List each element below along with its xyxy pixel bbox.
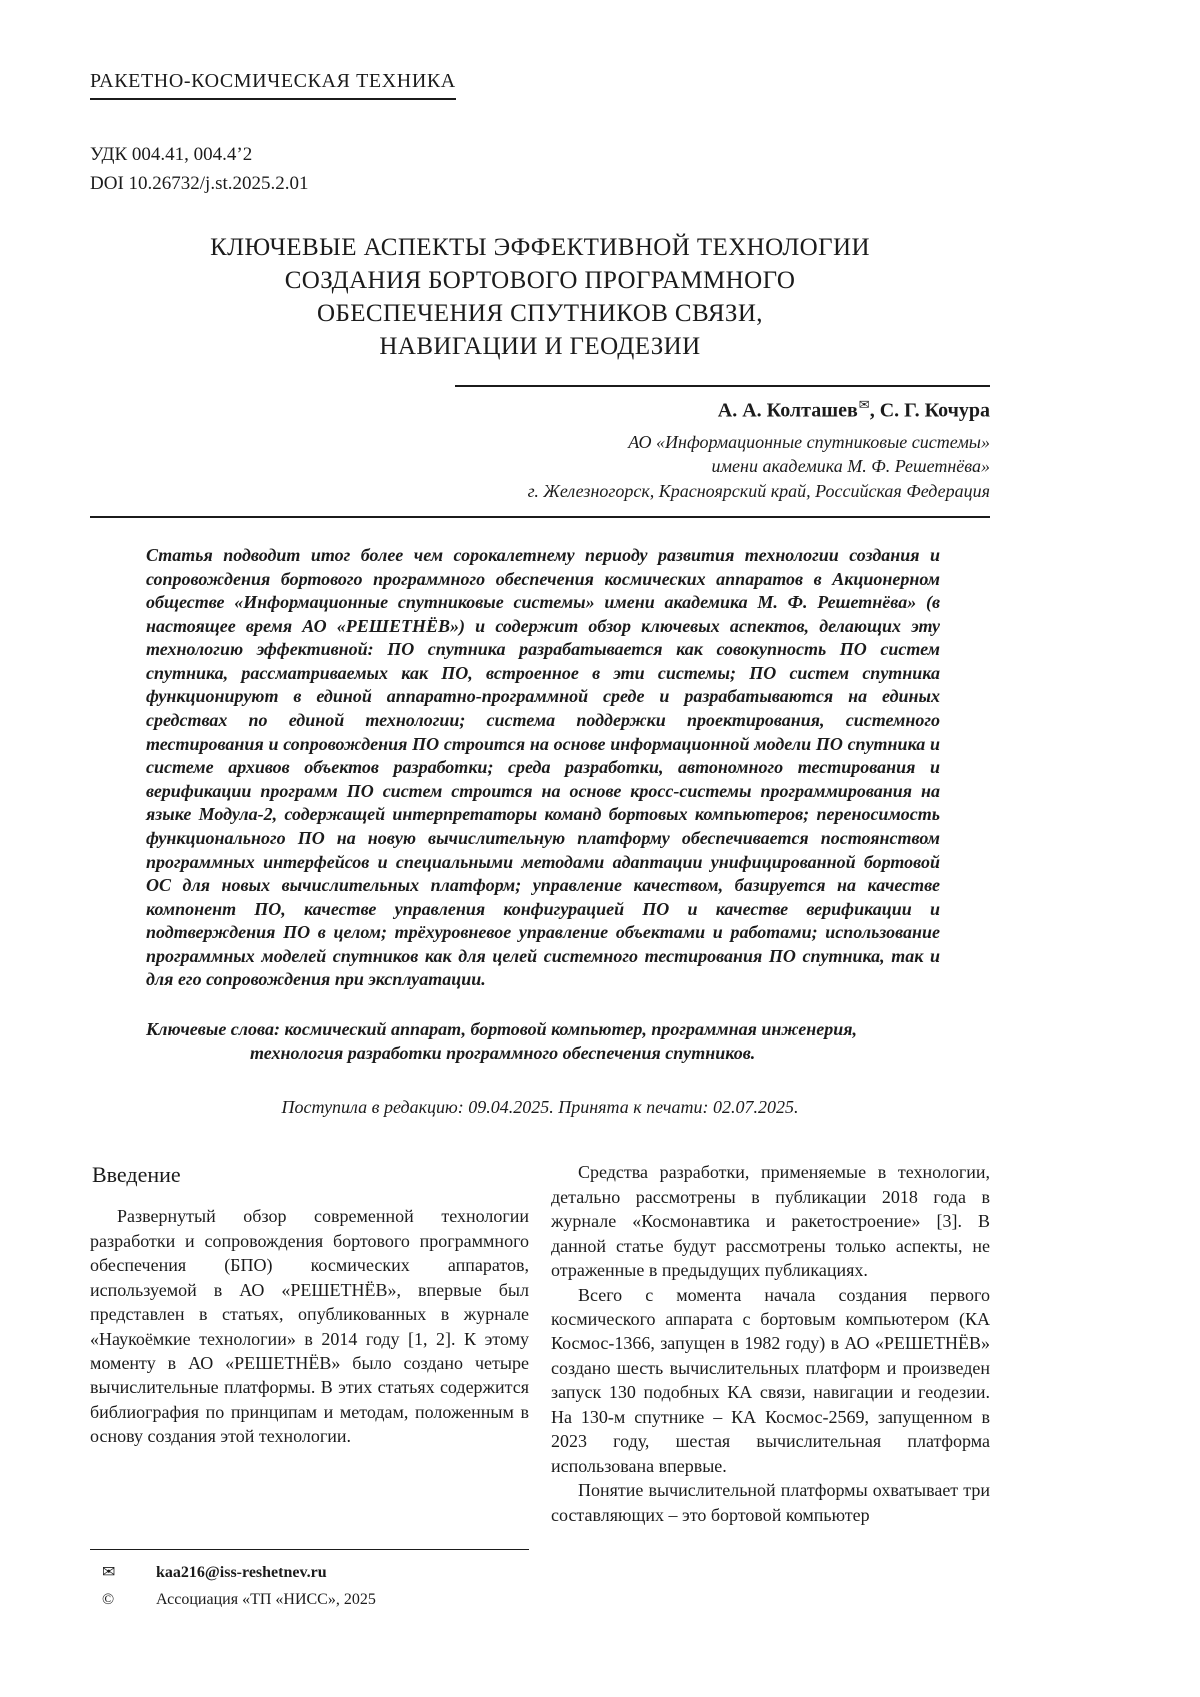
title-line: ОБЕСПЕЧЕНИЯ СПУТНИКОВ СВЯЗИ, xyxy=(317,299,763,327)
keywords-text: Ключевые слова: космический аппарат, бортовой компьютер, программная инженерия, технология разработки программного обеспечения спутников. xyxy=(146,1019,858,1063)
footnote-block xyxy=(90,1549,529,1609)
corresponding-email: kaa216@iss-reshetnev.ru xyxy=(156,1563,327,1581)
abstract-text: Статья подводит итог более чем сорокалетнему периоду развития технологии создания и сопровождения бортового программного обеспечения космических аппаратов в Акционерном обществе «Информационные спутниковые системы» имени академика М. Ф. Решетнёва» (в настоящее время АО «РЕШЕТНЁВ») и содержит обзор ключевых аспектов, делающих эту технологию эффективной: ПО спутника разрабатывается как совокупность ПО систем спутника, рассматриваемых как ПО, встроенное в эти системы; ПО систем спутника функционируют в единой аппаратно-программной среде и разрабатываются на единых средствах по единой технологии; система поддержки проектирования, системного тестирования и сопровождения ПО строится на основе информационной модели ПО спутника и системе архивов объектов разработки; среда разработки, автономного тестирования и верификации программ ПО систем строится на основе кросс-системы программирования на языке Модула-2, содержащей интерпретаторы команд бортовых компьютеров; переносимость функционального ПО на новую вычислительную платформу обеспечивается постоянством программных интерфейсов и специальными методами адаптации унифицированной бортовой ОС для новых вычислительных платформ; управление качеством, базируется на качестве компонент ПО, качестве управления конфигурацией ПО и качестве верификации и подтверждения ПО в целом; трёхуровневое управление объектами и работами; использование программных моделей спутников как для целей системного тестирования ПО спутника, так и для его сопровождения при эксплуатации. xyxy=(146,545,940,990)
title-line: СОЗДАНИЯ БОРТОВОГО ПРОГРАММНОГО xyxy=(284,266,796,294)
copyright-text: Ассоциация «ТП «НИСС», 2025 xyxy=(156,1590,376,1608)
title-line: КЛЮЧЕВЫЕ АСПЕКТЫ ЭФФЕКТИВНОЙ ТЕХНОЛОГИИ xyxy=(210,233,870,261)
column-left xyxy=(90,1160,529,1618)
footnote-email-row xyxy=(90,1562,529,1582)
affiliation-line: г. Железногорск, Красноярский край, Российская Федерация xyxy=(527,481,990,502)
column-right xyxy=(551,1160,990,1618)
udc-code: УДК 004.41, 004.4’2 xyxy=(90,144,253,165)
article-title xyxy=(90,231,990,363)
header-divider xyxy=(90,516,990,518)
envelope-icon: ✉ xyxy=(102,1563,116,1581)
received-accepted-dates: Поступила в редакцию: 09.04.2025. Принята к печати: 02.07.2025. xyxy=(281,1097,799,1118)
footnote-divider xyxy=(90,1549,529,1550)
footnote-copyright-row xyxy=(90,1591,529,1609)
paragraph: Развернутый обзор современной технологии разработки и сопровождения бортового программного обеспечения (БПО) космических аппаратов, используемой в АО «РЕШЕТНЁВ», впервые был представлен в статьях, опубликованных в журнале «Наукоёмкие технологии» в 2014 году [1, 2]. К этому моменту в АО «РЕШЕТНЁВ» было создано четыре вычислительные платформы. В этих статьях содержится библиография по принципам и методам, положенным в основу создания этой технологии. xyxy=(90,1206,529,1447)
two-column-layout xyxy=(90,1160,990,1618)
affiliation-block xyxy=(90,430,990,504)
rubric-row xyxy=(90,70,990,100)
affiliation-line: имени академика М. Ф. Решетнёва» xyxy=(711,456,990,477)
copyright-icon: © xyxy=(102,1590,115,1608)
corresponding-author-envelope-icon: ✉ xyxy=(858,396,870,412)
paragraph: Понятие вычислительной платформы охватывает три составляющих – это бортовой компьютер xyxy=(551,1480,990,1525)
paragraph: Средства разработки, применяемые в технологии, детально рассмотрены в публикации 2018 года в журнале «Космонавтика и ракетостроение» [3]. В данной статье будут рассмотрены только аспекты, не отраженные в предыдущих публикациях. xyxy=(551,1162,990,1281)
doi-code: DOI 10.26732/j.st.2025.2.01 xyxy=(90,173,309,195)
section-heading-introduction: Введение xyxy=(92,1162,181,1188)
author-name-2: , С. Г. Кочура xyxy=(869,399,990,422)
affiliation-line: АО «Информационные спутниковые системы» xyxy=(628,431,990,452)
paragraph: Всего с момента начала создания первого космического аппарата с бортовым компьютером (КА Космос-1366, запущен в 1982 году) в АО «РЕШЕТНЁВ» создано шесть вычислительных платформ и произведен запуск 130 подобных КА связи, навигации и геодезии. На 130-м спутнике – КА Космос-2569, запущенном в 2023 году, шестая вычислительная платформа использована впервые. xyxy=(551,1284,990,1476)
article-meta xyxy=(90,140,990,199)
authors-divider xyxy=(455,385,990,387)
title-line: НАВИГАЦИИ И ГЕОДЕЗИИ xyxy=(379,332,701,360)
rubric-header: РАКЕТНО-КОСМИЧЕСКАЯ ТЕХНИКА xyxy=(90,70,456,100)
authors-line xyxy=(90,397,990,423)
author-name-1: А. А. Колташев xyxy=(717,399,858,422)
page-content xyxy=(90,70,990,1618)
